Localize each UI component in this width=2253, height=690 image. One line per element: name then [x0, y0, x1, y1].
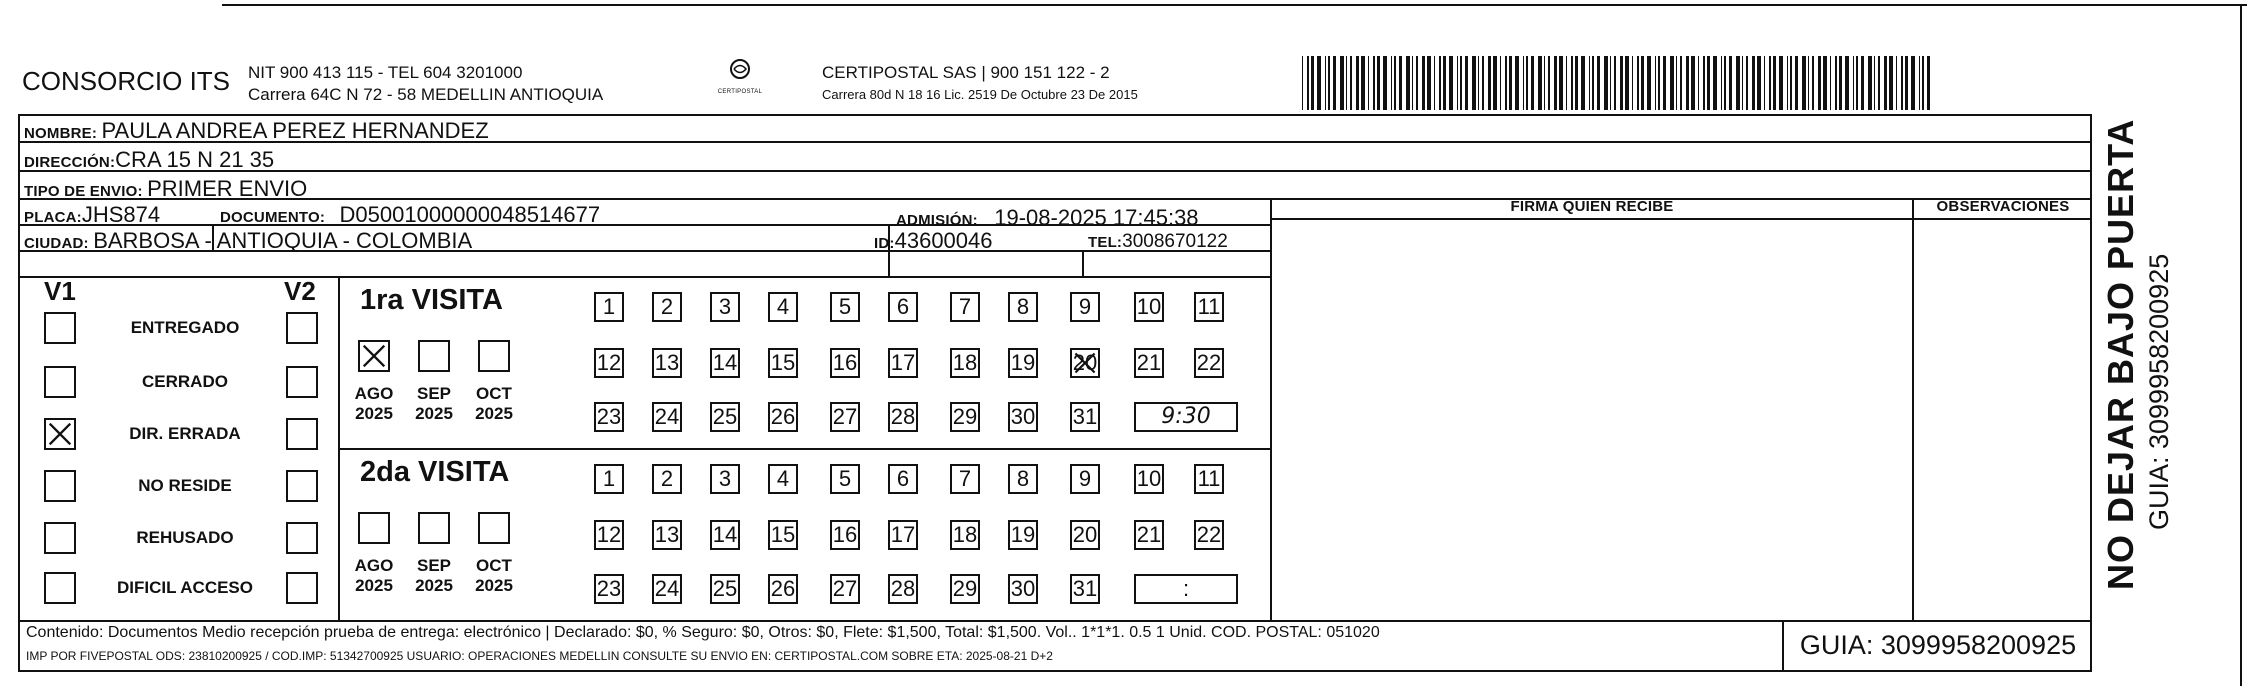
day-box[interactable]: 24	[652, 402, 682, 432]
day-box[interactable]: 26	[768, 574, 798, 604]
month-label: SEP 2025	[415, 556, 453, 595]
documento-row: DOCUMENTO: D05001000000048514677	[220, 202, 601, 227]
barcode-bar	[1439, 56, 1441, 110]
barcode-bar	[1592, 56, 1594, 110]
barcode-bar	[1773, 56, 1776, 110]
barcode-bar	[1647, 56, 1651, 110]
day-box[interactable]: 21	[1134, 348, 1164, 378]
day-box[interactable]: 2	[652, 464, 682, 494]
v1-checkbox[interactable]	[44, 470, 76, 502]
barcode-bar	[1757, 56, 1761, 110]
barcode-bar	[1835, 56, 1837, 110]
day-box[interactable]: 20	[1070, 348, 1100, 378]
day-box[interactable]: 29	[950, 574, 980, 604]
certipostal-logo	[710, 58, 770, 95]
day-box[interactable]: 5	[830, 292, 860, 322]
side-guia: GUIA: 3099958200925	[2144, 253, 2174, 530]
day-box[interactable]: 31	[1070, 574, 1100, 604]
barcode-bar	[1505, 56, 1507, 110]
barcode-bar	[1620, 56, 1623, 110]
month-label: OCT 2025	[475, 556, 513, 595]
day-box[interactable]: 4	[768, 464, 798, 494]
barcode-bar	[1317, 56, 1321, 110]
day-box[interactable]: 19	[1008, 520, 1038, 550]
row-line-6	[18, 276, 1272, 278]
v2-label: V2	[284, 276, 316, 306]
month-label: OCT 2025	[475, 384, 513, 423]
barcode-bar	[1839, 56, 1842, 110]
v2-checkbox[interactable]	[286, 522, 318, 554]
month-label: SEP 2025	[415, 384, 453, 423]
day-box[interactable]: 10	[1134, 292, 1164, 322]
barcode-bar	[1346, 56, 1347, 110]
day-box[interactable]: 29	[950, 402, 980, 432]
barcode-bar	[1526, 56, 1528, 110]
day-box[interactable]: 16	[830, 348, 860, 378]
day-box[interactable]: 9	[1070, 464, 1100, 494]
barcode-bar	[1779, 56, 1783, 110]
barcode-bar	[1691, 56, 1695, 110]
barcode-bar	[1427, 56, 1431, 110]
day-box[interactable]: 25	[710, 574, 740, 604]
barcode-bar	[1823, 56, 1827, 110]
barcode-bar	[1406, 56, 1410, 110]
status-label: CERRADO	[142, 372, 228, 391]
barcode-bar	[1434, 56, 1435, 110]
status-label: REHUSADO	[136, 528, 234, 547]
v2-checkbox[interactable]	[286, 572, 318, 604]
footer-contenido: Contenido: Documentos Medio recepción prueba de entrega: electrónico | Declarado: $0, % Seguro: $0, Otros: $0, Flete: $1,500, Total: $1,500. Vol.. 1*1*1. 0.5 1 Unid. COD. POSTAL: 051020	[26, 624, 1380, 641]
barcode-bar	[1465, 56, 1468, 110]
barcode-bar	[1356, 56, 1359, 110]
observaciones-header: OBSERVACIONES	[1936, 198, 2070, 215]
certipostal-license: Carrera 80d N 18 16 Lic. 2519 De Octubre 23 De 2015	[822, 87, 1138, 102]
barcode-bar	[1559, 56, 1563, 110]
barcode-bar	[1307, 56, 1309, 110]
day-box[interactable]: 27	[830, 574, 860, 604]
month-label: AGO 2025	[354, 384, 394, 423]
barcode-bar	[1721, 56, 1722, 110]
barcode-bar	[1853, 56, 1854, 110]
barcode-bar	[1328, 56, 1330, 110]
tel-row: TEL:3008670122	[1088, 231, 1228, 252]
v1-checkbox[interactable]	[44, 366, 76, 398]
direccion-row: DIRECCIÓN:CRA 15 N 21 35	[24, 147, 275, 172]
barcode-bar	[1889, 56, 1893, 110]
id-row: ID:43600046	[874, 228, 993, 253]
day-box[interactable]: 24	[652, 574, 682, 604]
day-box[interactable]: 28	[888, 574, 918, 604]
time-box[interactable]: 9:30	[1134, 402, 1238, 432]
documento-value: D05001000000048514677	[339, 202, 601, 227]
tel-divider	[1082, 250, 1084, 276]
day-box[interactable]: 8	[1008, 292, 1038, 322]
day-box[interactable]: 2	[652, 292, 682, 322]
barcode	[1302, 56, 1938, 110]
v2-checkbox[interactable]	[286, 418, 318, 450]
barcode-bar	[1571, 56, 1573, 110]
admision-row: ADMISIÓN: 19-08-2025 17:45:38	[896, 205, 1199, 230]
barcode-bar	[1790, 56, 1792, 110]
month-checkbox[interactable]	[478, 512, 510, 544]
barcode-bar	[1818, 56, 1821, 110]
barcode-bar	[1340, 56, 1344, 110]
barcode-bar	[1808, 56, 1809, 110]
logo-icon	[723, 58, 757, 84]
direccion-value: CRA 15 N 21 35	[115, 147, 275, 172]
day-box[interactable]: 23	[594, 574, 624, 604]
top-rule	[222, 4, 2247, 6]
barcode-bar	[1500, 56, 1501, 110]
barcode-bar	[1575, 56, 1578, 110]
company-address: Carrera 64C N 72 - 58 MEDELLIN ANTIOQUIA	[248, 85, 604, 104]
barcode-bar	[1764, 56, 1765, 110]
day-box[interactable]: 22	[1194, 520, 1224, 550]
barcode-bar	[1457, 56, 1458, 110]
barcode-bar	[1566, 56, 1567, 110]
day-box[interactable]: 12	[594, 520, 624, 550]
day-box[interactable]: 7	[950, 292, 980, 322]
logo-text: CERTIPOSTAL	[717, 89, 763, 95]
day-box[interactable]: 5	[830, 464, 860, 494]
barcode-bar	[1449, 56, 1453, 110]
barcode-bar	[1676, 56, 1677, 110]
barcode-bar	[1845, 56, 1849, 110]
day-box[interactable]: 17	[888, 520, 918, 550]
time-box[interactable]: :	[1134, 574, 1238, 604]
barcode-bar	[1538, 56, 1542, 110]
barcode-bar	[1878, 56, 1880, 110]
barcode-bar	[1901, 56, 1903, 110]
day-box[interactable]: 16	[830, 520, 860, 550]
barcode-bar	[1922, 56, 1924, 110]
barcode-bar	[1742, 56, 1743, 110]
barcode-bar	[1637, 56, 1639, 110]
barcode-bar	[1884, 56, 1887, 110]
month-checkbox[interactable]	[358, 340, 390, 372]
barcode-bar	[1905, 56, 1908, 110]
barcode-bar	[1412, 56, 1413, 110]
day-box[interactable]: 7	[950, 464, 980, 494]
day-box[interactable]: 26	[768, 402, 798, 432]
day-box[interactable]: 6	[888, 464, 918, 494]
main-frame	[18, 114, 2092, 622]
v2-checkbox[interactable]	[286, 470, 318, 502]
x-mark-icon	[1072, 350, 1098, 376]
barcode-bar	[1373, 56, 1375, 110]
day-box[interactable]: 13	[652, 520, 682, 550]
tel-value: 3008670122	[1122, 231, 1228, 252]
company-info	[248, 62, 603, 106]
barcode-bar	[1868, 56, 1872, 110]
day-box[interactable]: 9	[1070, 292, 1100, 322]
tipo-value: PRIMER ENVIO	[147, 176, 308, 201]
day-box[interactable]: 28	[888, 402, 918, 432]
barcode-bar	[1680, 56, 1682, 110]
barcode-bar	[1377, 56, 1380, 110]
barcode-bar	[1655, 56, 1656, 110]
day-box[interactable]: 30	[1008, 574, 1038, 604]
barcode-bar	[1614, 56, 1616, 110]
obs-left-border	[1912, 198, 1914, 622]
day-box[interactable]: 13	[652, 348, 682, 378]
barcode-bar	[1554, 56, 1557, 110]
v1-label: V1	[44, 276, 76, 306]
day-box[interactable]: 21	[1134, 520, 1164, 550]
barcode-bar	[1663, 56, 1666, 110]
sig-header-line	[1270, 218, 2092, 220]
day-box[interactable]: 27	[830, 402, 860, 432]
barcode-bar	[1746, 56, 1748, 110]
barcode-bar	[1729, 56, 1732, 110]
admision-value: 19-08-2025 17:45:38	[994, 205, 1199, 230]
month-checkbox[interactable]	[418, 512, 450, 544]
barcode-bar	[1597, 56, 1600, 110]
barcode-bar	[1861, 56, 1864, 110]
status-label: NO RESIDE	[138, 476, 232, 495]
nit-tel: NIT 900 413 115 - TEL 604 3201000	[248, 63, 523, 82]
placa-row: PLACA:JHS874	[24, 202, 161, 227]
barcode-bar	[1325, 56, 1326, 110]
barcode-bar	[1707, 56, 1710, 110]
barcode-bar	[1509, 56, 1512, 110]
barcode-bar	[1531, 56, 1534, 110]
barcode-bar	[1368, 56, 1369, 110]
firma-header: FIRMA QUIEN RECIBE	[1510, 198, 1674, 215]
barcode-bar	[1610, 56, 1611, 110]
id-value: 43600046	[894, 228, 993, 253]
barcode-bar	[1399, 56, 1402, 110]
month-checkbox[interactable]	[418, 340, 450, 372]
ciudad-value: BARBOSA - ANTIOQUIA - COLOMBIA	[93, 228, 473, 253]
day-box[interactable]: 3	[710, 292, 740, 322]
certipostal-info	[822, 62, 1138, 106]
day-box[interactable]: 23	[594, 402, 624, 432]
v1-checkbox[interactable]	[44, 312, 76, 344]
day-box[interactable]: 10	[1134, 464, 1164, 494]
day-box[interactable]: 12	[594, 348, 624, 378]
barcode-bar	[1927, 56, 1930, 110]
day-box[interactable]: 8	[1008, 464, 1038, 494]
barcode-bar	[1658, 56, 1660, 110]
day-box[interactable]: 14	[710, 520, 740, 550]
barcode-bar	[1896, 56, 1897, 110]
barcode-bar	[1548, 56, 1550, 110]
barcode-bar	[1703, 56, 1705, 110]
status-label: DIR. ERRADA	[129, 424, 241, 443]
barcode-bar	[1874, 56, 1875, 110]
barcode-bar	[1670, 56, 1674, 110]
barcode-bar	[1604, 56, 1608, 110]
barcode-bar	[1350, 56, 1352, 110]
x-mark-icon	[360, 342, 388, 370]
footer-imp: IMP POR FIVEPOSTAL ODS: 23810200925 / COD.IMP: 51342700925 USUARIO: OPERACIONES MEDELLIN CONSULTE SU ENVIO EN: CERTIPOSTAL.COM SOBRE ETA: 2025-08-21 D+2	[26, 649, 1053, 663]
barcode-bar	[1724, 56, 1726, 110]
barcode-bar	[1460, 56, 1462, 110]
nombre-value: PAULA ANDREA PEREZ HERNANDEZ	[101, 118, 489, 143]
barcode-bar	[1302, 56, 1303, 110]
barcode-bar	[1632, 56, 1633, 110]
barcode-bar	[1391, 56, 1392, 110]
barcode-bar	[1769, 56, 1771, 110]
status-label: ENTREGADO	[130, 318, 240, 337]
day-box[interactable]: 15	[768, 520, 798, 550]
barcode-bar	[1544, 56, 1545, 110]
day-box[interactable]: 1	[594, 292, 624, 322]
tipo-row: TIPO DE ENVIO: PRIMER ENVIO	[24, 176, 308, 201]
barcode-bar	[1919, 56, 1920, 110]
day-box[interactable]: 11	[1194, 292, 1224, 322]
right-edge	[2240, 4, 2242, 686]
barcode-bar	[1482, 56, 1484, 110]
barcode-bar	[1523, 56, 1524, 110]
month-label: AGO 2025	[354, 556, 394, 595]
v2-checkbox[interactable]	[286, 366, 318, 398]
v1-checkbox[interactable]	[44, 572, 76, 604]
footer-guia: GUIA: 3099958200925	[1799, 630, 2077, 660]
barcode-bar	[1625, 56, 1629, 110]
barcode-bar	[1787, 56, 1788, 110]
barcode-bar	[1686, 56, 1689, 110]
day-box[interactable]: 1	[594, 464, 624, 494]
nombre-row: NOMBRE: PAULA ANDREA PEREZ HERNANDEZ	[24, 118, 489, 143]
barcode-bar	[1472, 56, 1476, 110]
day-box[interactable]: 14	[710, 348, 740, 378]
v1-checkbox[interactable]	[44, 418, 76, 450]
barcode-bar	[1856, 56, 1858, 110]
day-box[interactable]: 30	[1008, 402, 1038, 432]
day-box[interactable]: 6	[888, 292, 918, 322]
visit-title: 1ra VISITA	[360, 284, 503, 316]
barcode-bar	[1333, 56, 1336, 110]
barcode-bar	[1795, 56, 1798, 110]
barcode-bar	[1752, 56, 1755, 110]
barcode-bar	[1443, 56, 1446, 110]
v2-checkbox[interactable]	[286, 312, 318, 344]
barcode-bar	[1812, 56, 1814, 110]
side-notice: NO DEJAR BAJO PUERTA	[2100, 118, 2141, 590]
barcode-bar	[1493, 56, 1497, 110]
company-name: CONSORCIO ITS	[22, 66, 231, 96]
barcode-bar	[1713, 56, 1717, 110]
month-checkbox[interactable]	[478, 340, 510, 372]
barcode-bar	[1422, 56, 1425, 110]
barcode-bar	[1802, 56, 1806, 110]
barcode-bar	[1311, 56, 1314, 110]
day-box[interactable]: 11	[1194, 464, 1224, 494]
x-mark-icon	[46, 420, 74, 448]
barcode-bar	[1515, 56, 1519, 110]
barcode-bar	[1488, 56, 1491, 110]
barcode-bar	[1698, 56, 1699, 110]
day-box[interactable]: 17	[888, 348, 918, 378]
v1-checkbox[interactable]	[44, 522, 76, 554]
barcode-bar	[1478, 56, 1479, 110]
barcode-bar	[1736, 56, 1740, 110]
barcode-bar	[1361, 56, 1365, 110]
visit-divider	[338, 448, 1272, 450]
ciudad-row: CIUDAD: BARBOSA - ANTIOQUIA - COLOMBIA	[24, 228, 473, 253]
day-box[interactable]: 19	[1008, 348, 1038, 378]
barcode-bar	[1589, 56, 1590, 110]
barcode-bar	[1911, 56, 1915, 110]
barcode-bar	[1383, 56, 1387, 110]
placa-value: JHS874	[81, 202, 161, 227]
barcode-bar	[1416, 56, 1418, 110]
row-line-2	[18, 170, 2092, 172]
day-box[interactable]: 18	[950, 348, 980, 378]
status-label: DIFICIL ACCESO	[116, 578, 253, 597]
sig-left-border	[1270, 198, 1272, 622]
day-box[interactable]: 31	[1070, 402, 1100, 432]
barcode-bar	[1581, 56, 1585, 110]
day-box[interactable]: 25	[710, 402, 740, 432]
day-box[interactable]: 22	[1194, 348, 1224, 378]
barcode-bar	[1830, 56, 1831, 110]
day-box[interactable]: 18	[950, 520, 980, 550]
month-checkbox[interactable]	[358, 512, 390, 544]
barcode-bar	[1394, 56, 1396, 110]
day-box[interactable]: 4	[768, 292, 798, 322]
day-box[interactable]: 3	[710, 464, 740, 494]
visit-title: 2da VISITA	[360, 456, 510, 488]
barcode-bar	[1641, 56, 1644, 110]
certipostal-nit: CERTIPOSTAL SAS | 900 151 122 - 2	[822, 63, 1110, 82]
day-box[interactable]: 20	[1070, 520, 1100, 550]
day-box[interactable]: 15	[768, 348, 798, 378]
